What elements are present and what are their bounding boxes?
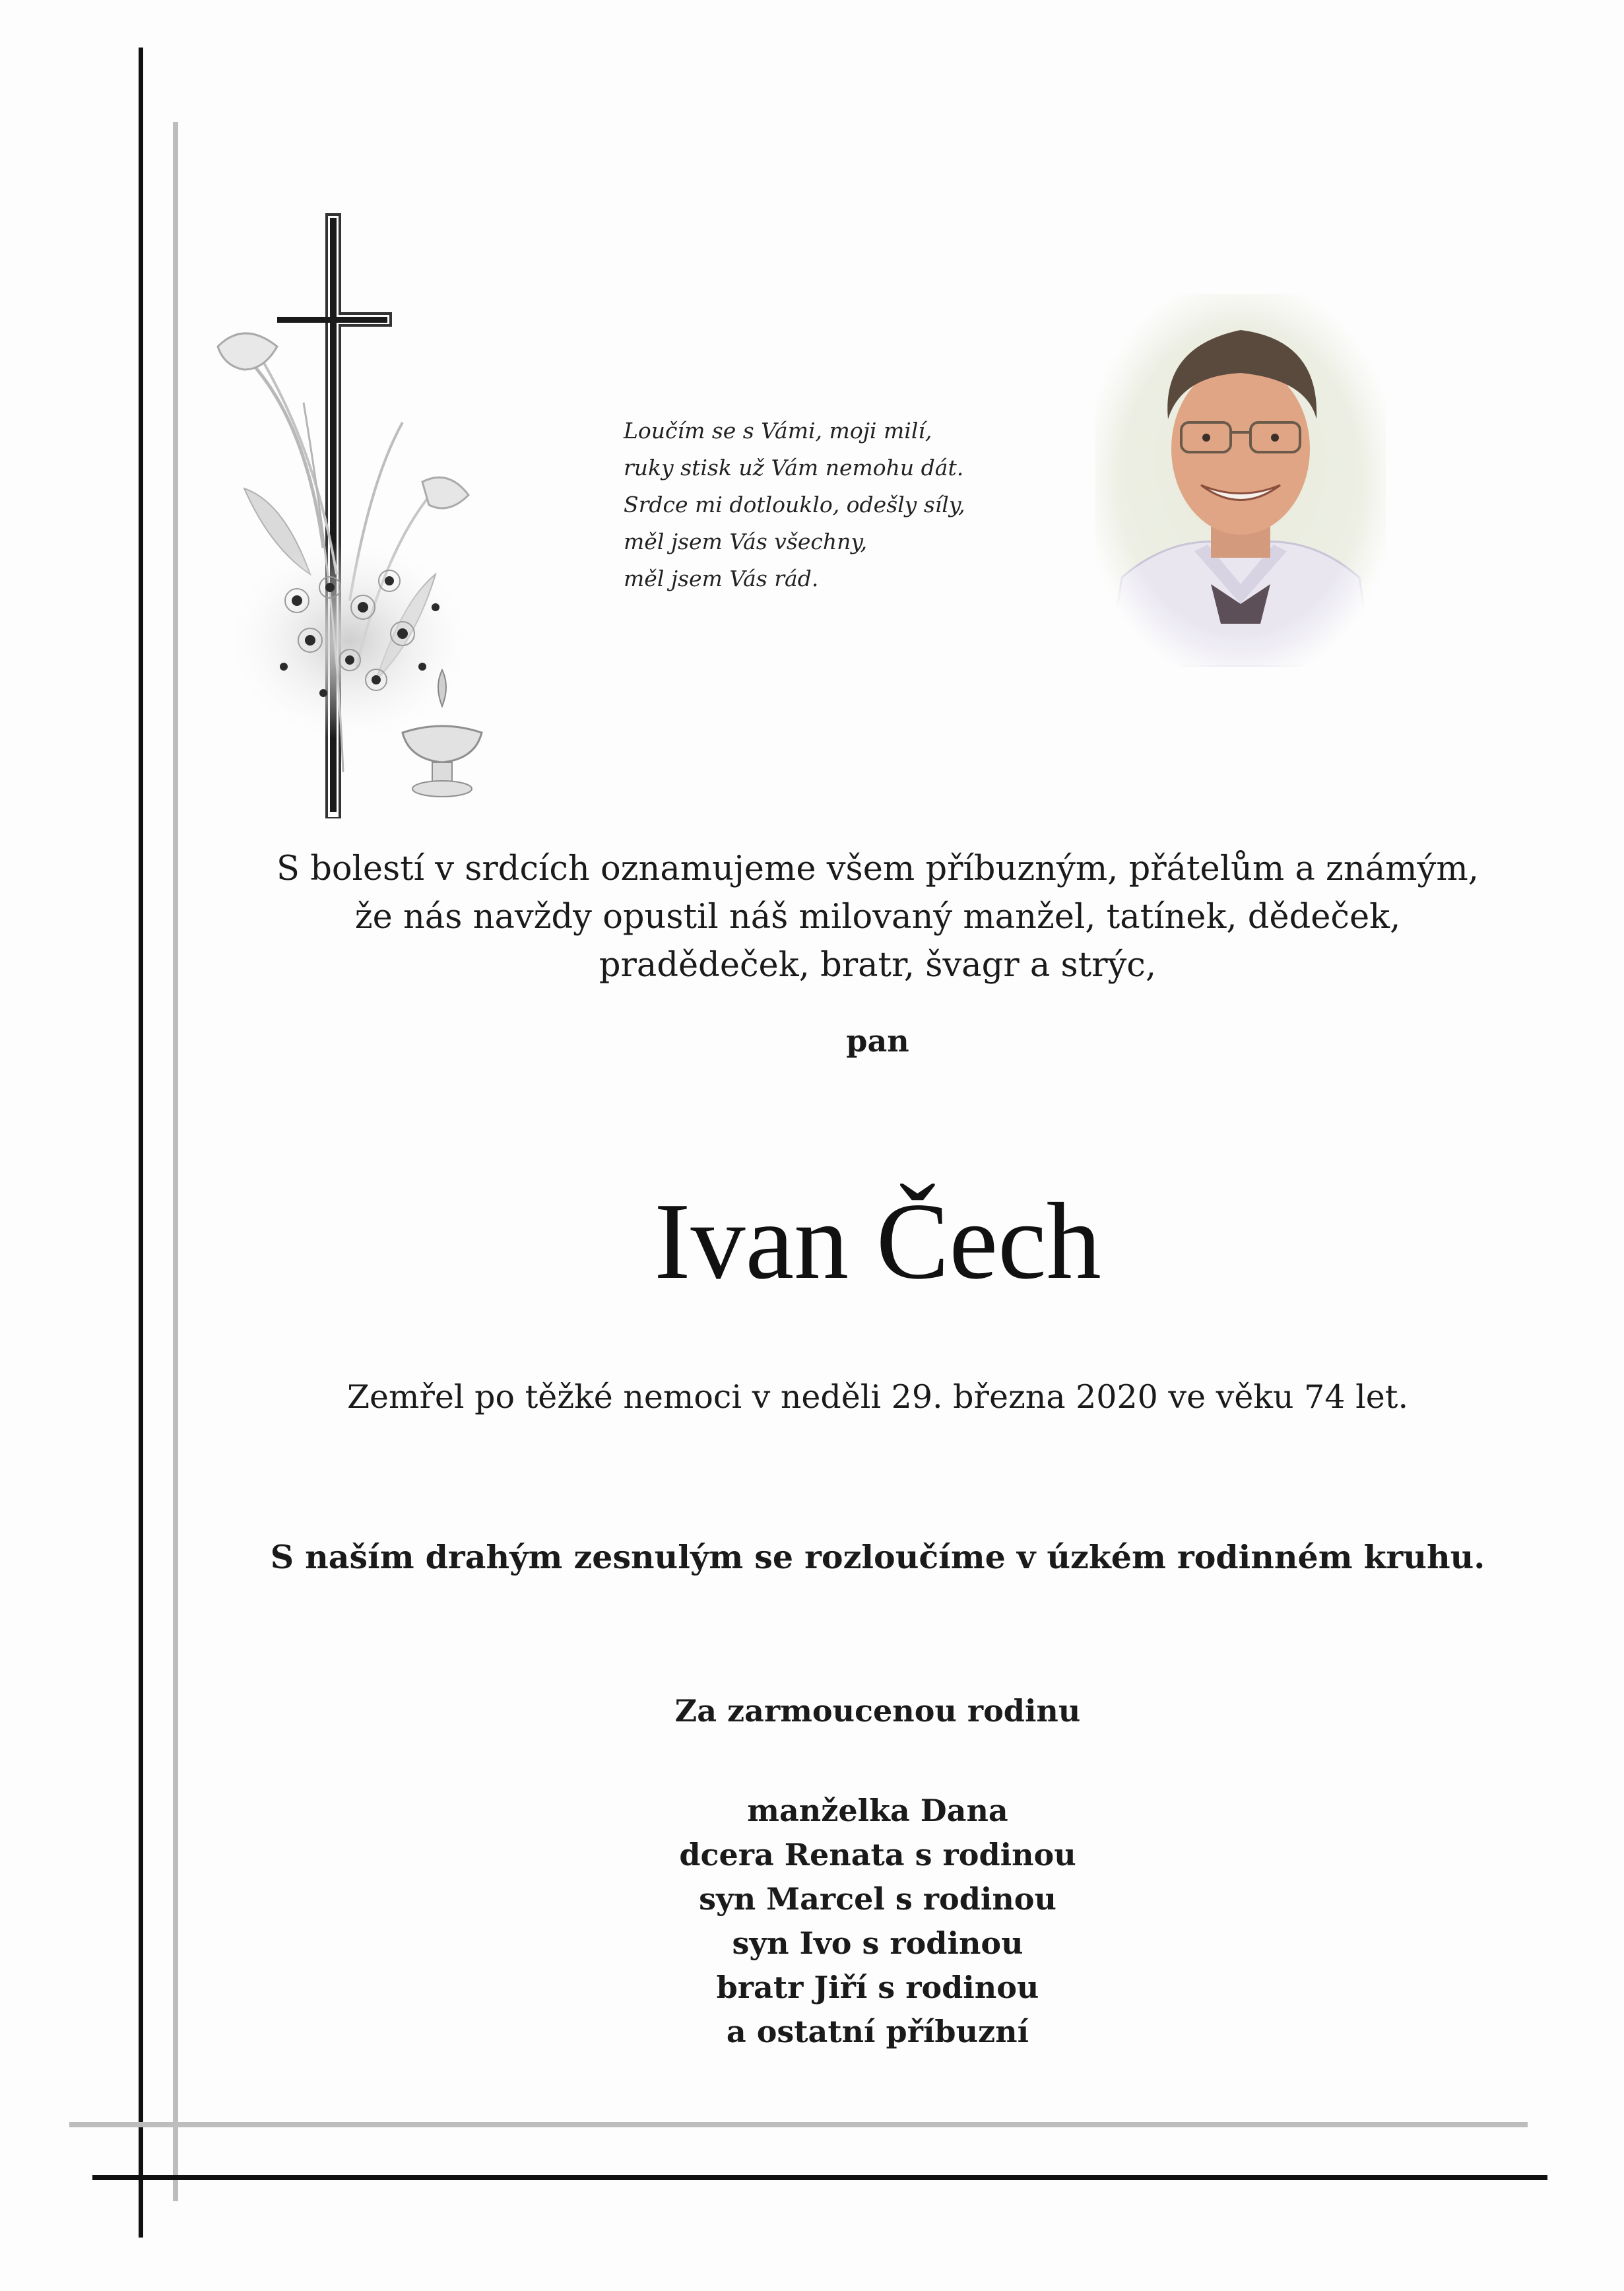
announcement-text [198, 845, 1557, 989]
left-border-line-gray [173, 122, 178, 2201]
death-notice: Zemřel po těžké nemoci v neděli 29. března 2020 ve věku 74 let. [346, 1378, 1409, 1416]
poem-line: měl jsem Vás rád. [624, 566, 819, 591]
salutation: pan [846, 1023, 909, 1059]
relative-item: syn Marcel s rodinou [699, 1881, 1056, 1917]
announcement-line: S bolestí v srdcích oznamujeme všem příbuzným, přátelům a známým, [276, 849, 1479, 888]
relative-item: a ostatní příbuzní [726, 2014, 1029, 2049]
poem-line: ruky stisk už Vám nemohu dát. [624, 455, 964, 481]
farewell-notice: S naším drahým zesnulým se rozloučíme v úzkém rodinném kruhu. [270, 1538, 1485, 1576]
poem-line: Loučím se s Vámi, moji milí, [624, 418, 932, 444]
announcement-line: pradědeček, bratr, švagr a strýc, [599, 946, 1157, 985]
portrait-photo [1095, 294, 1386, 667]
relative-item: bratr Jiří s rodinou [716, 1970, 1039, 2005]
poem [624, 413, 1020, 597]
bottom-border-line-black [92, 2175, 1547, 2180]
poem-line: Srdce mi dotlouklo, odešly síly, [624, 492, 965, 517]
poem-line: měl jsem Vás všechny, [624, 529, 868, 554]
relatives-list [198, 1789, 1557, 2054]
bottom-border-line-gray [69, 2122, 1528, 2127]
relative-item: dcera Renata s rodinou [679, 1837, 1076, 1873]
left-border-line-black [139, 48, 143, 2238]
announcement-line: že nás navždy opustil náš milovaný manžel, tatínek, dědeček, [354, 898, 1401, 937]
relative-item: manželka Dana [747, 1793, 1008, 1828]
relative-item: syn Ivo s rodinou [732, 1925, 1023, 1961]
family-heading: Za zarmoucenou rodinu [674, 1693, 1081, 1729]
deceased-name: Ivan Čech [654, 1180, 1101, 1302]
cross-with-flowers-icon [205, 205, 548, 818]
